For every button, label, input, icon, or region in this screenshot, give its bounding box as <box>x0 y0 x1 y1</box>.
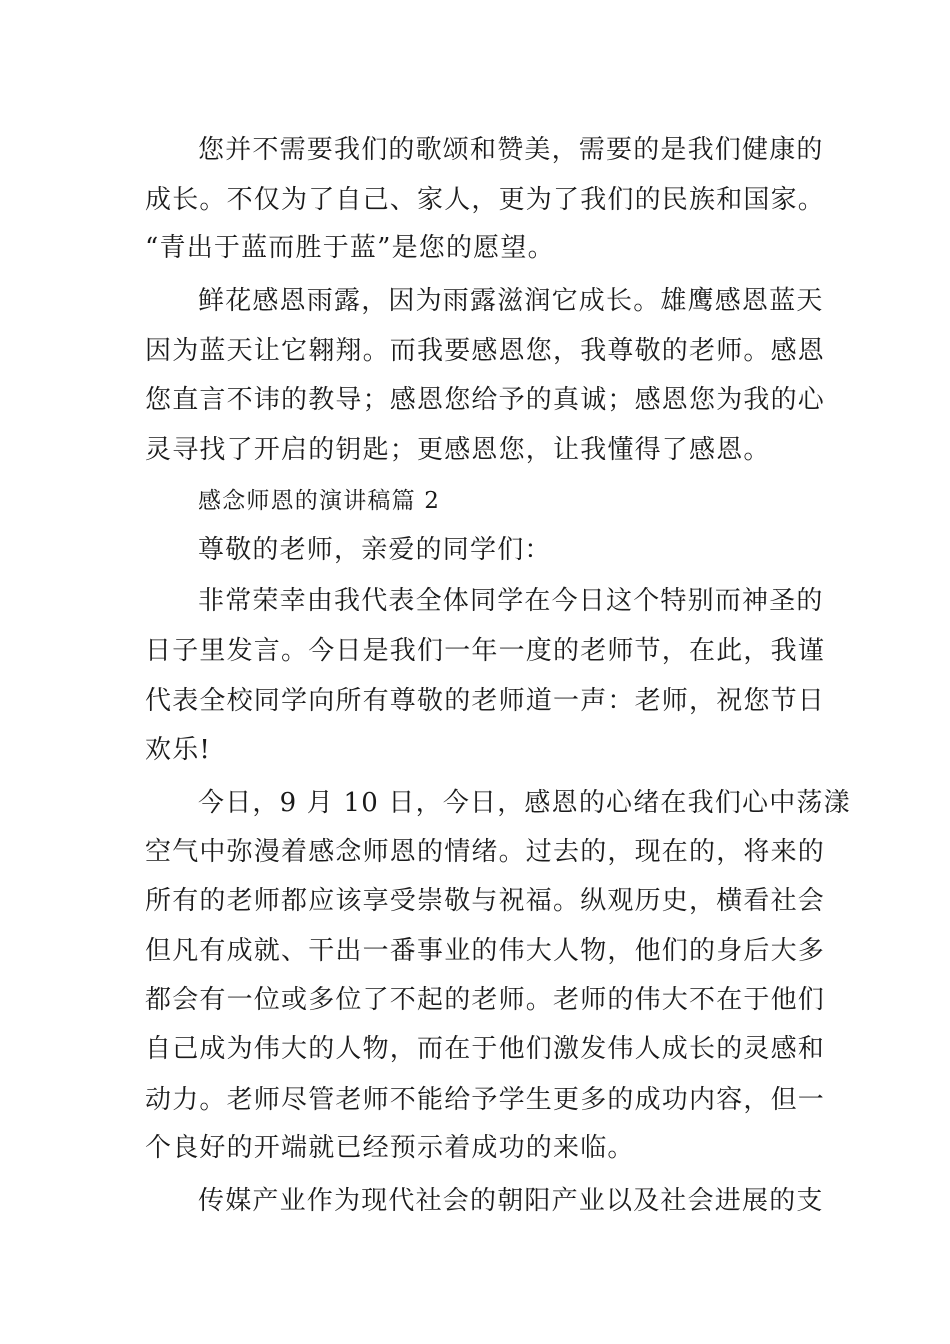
salutation: 尊敬的老师，亲爱的同学们： <box>198 535 552 565</box>
paragraph-4-line-3: 所有的老师都应该享受崇敬与祝福。纵观历史，横看社会 <box>145 886 826 916</box>
paragraph-2-line-2: 因为蓝天让它翱翔。而我要感恩您，我尊敬的老师。感恩 <box>145 336 826 366</box>
paragraph-5-line-1: 传媒产业作为现代社会的朝阳产业以及社会进展的支 <box>198 1186 824 1216</box>
paragraph-2-line-4: 灵寻找了开启的钥匙；更感恩您，让我懂得了感恩。 <box>145 435 771 465</box>
paragraph-1-line-3: “青出于蓝而胜于蓝”是您的愿望。 <box>145 233 555 263</box>
paragraph-3-line-2: 日子里发言。今日是我们一年一度的老师节，在此，我谨 <box>145 636 826 666</box>
paragraph-4-line-6: 自己成为伟大的人物，而在于他们激发伟人成长的灵感和 <box>145 1034 826 1064</box>
paragraph-4-line-4: 但凡有成就、干出一番事业的伟大人物，他们的身后大多 <box>145 936 826 966</box>
paragraph-2-line-3: 您直言不讳的教导；感恩您给予的真诚；感恩您为我的心 <box>145 385 826 415</box>
paragraph-2-line-1: 鲜花感恩雨露，因为雨露滋润它成长。雄鹰感恩蓝天 <box>198 286 824 316</box>
paragraph-4-line-2: 空气中弥漫着感念师恩的情绪。过去的，现在的，将来的 <box>145 837 826 867</box>
section-heading: 感念师恩的演讲稿篇 2 <box>198 488 441 514</box>
paragraph-4-line-5: 都会有一位或多位了不起的老师。老师的伟大不在于他们 <box>145 985 826 1015</box>
paragraph-4-line-8: 个良好的开端就已经预示着成功的来临。 <box>145 1133 635 1163</box>
paragraph-3-line-1: 非常荣幸由我代表全体同学在今日这个特别而神圣的 <box>198 586 824 616</box>
paragraph-1-line-1: 您并不需要我们的歌颂和赞美，需要的是我们健康的 <box>198 135 824 165</box>
paragraph-4-line-7: 动力。老师尽管老师不能给予学生更多的成功内容，但一 <box>145 1085 826 1115</box>
paragraph-1-line-2: 成长。不仅为了自己、家人，更为了我们的民族和国家。 <box>145 185 826 215</box>
paragraph-4-line-1: 今日，9 月 10 日，今日，感恩的心绪在我们心中荡漾 <box>198 788 851 818</box>
paragraph-3-line-4: 欢乐! <box>145 735 212 765</box>
paragraph-3-line-3: 代表全校同学向所有尊敬的老师道一声：老师，祝您节日 <box>145 686 826 716</box>
